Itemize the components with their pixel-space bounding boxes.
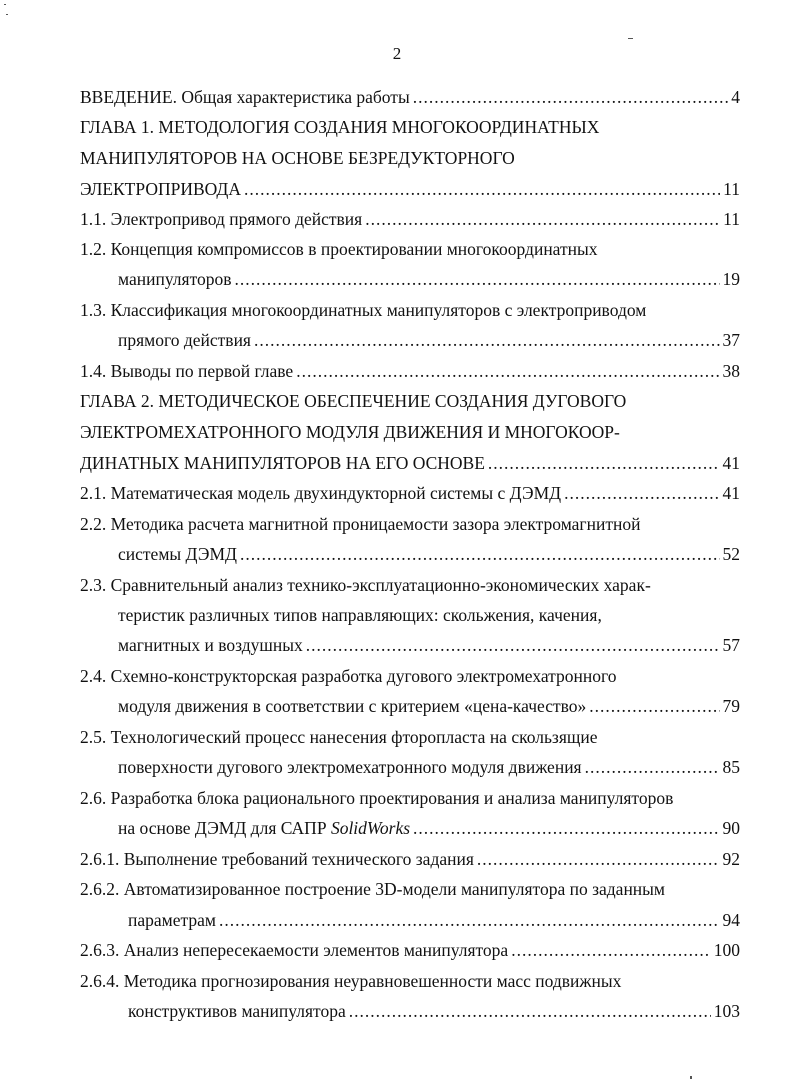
toc-entry-text: ВВЕДЕНИЕ. Общая характеристика работы [80, 87, 410, 107]
page-number: 2 [392, 44, 402, 63]
toc-page-number: 11 [723, 209, 740, 229]
toc-entry-text: прямого действия [118, 330, 251, 350]
toc-entry-text: поверхности дугового электромехатронного модуля движения [118, 757, 582, 777]
toc-page-number: 100 [713, 940, 740, 960]
toc-entry-text: 2.4. Схемно-конструкторская разработка дугового электромехатронного [80, 666, 617, 686]
toc-entry-text: теристик различных типов направляющих: скольжения, качения, [118, 605, 602, 625]
toc-entry-text: параметрам [128, 910, 216, 930]
toc-page-number: 41 [722, 453, 740, 473]
toc-leader [564, 482, 719, 504]
toc-line [80, 360, 740, 382]
toc-entry-text: 1.2. Концепция компромиссов в проектировании многокоординатных [80, 239, 598, 259]
toc-line [80, 513, 640, 535]
toc-leader [219, 909, 720, 931]
toc-line [118, 695, 740, 717]
toc-leader [511, 939, 711, 961]
toc-line [80, 178, 740, 200]
toc-line [118, 329, 740, 351]
toc-leader [477, 848, 720, 870]
toc-entry-text: 1.4. Выводы по первой главе [80, 361, 294, 381]
toc-line [118, 756, 740, 778]
toc-line [128, 909, 740, 931]
toc-entry-text: системы ДЭМД [118, 544, 237, 564]
toc-line [118, 543, 740, 565]
toc-entry-text: ЭЛЕКТРОМЕХАТРОННОГО МОДУЛЯ ДВИЖЕНИЯ И МНОГОКООР- [80, 422, 620, 442]
toc-entry-text: 2.6.2. Автоматизированное построение 3D-модели манипулятора по заданным [80, 879, 666, 899]
toc-leader [585, 756, 720, 778]
toc-leader [235, 268, 720, 290]
toc-leader [365, 208, 720, 230]
toc-line [80, 390, 626, 412]
toc-entry-text: 1.1. Электропривод прямого действия [80, 209, 363, 229]
toc-line [118, 634, 740, 656]
toc-page-number: 37 [722, 330, 740, 350]
toc-entry-text: ДИНАТНЫХ МАНИПУЛЯТОРОВ НА ЕГО ОСНОВЕ [80, 453, 485, 473]
toc-page-number: 94 [722, 910, 740, 930]
toc-page-number: 38 [722, 361, 740, 381]
toc-entry-text: конструктивов манипулятора [128, 1001, 346, 1021]
toc-leader [413, 86, 729, 108]
toc-leader [296, 360, 719, 382]
toc-entry-text: 2.2. Методика расчета магнитной проницаемости зазора электромагнитной [80, 514, 641, 534]
toc-page-number: 90 [722, 818, 740, 838]
toc-entry-text: 2.5. Технологический процесс нанесения фторопласта на скользящие [80, 727, 598, 747]
toc-line [80, 939, 740, 961]
toc-leader [254, 329, 720, 351]
toc-entry-text: манипуляторов [118, 269, 232, 289]
scan-speck [628, 38, 633, 39]
toc-entry-text: 2.6.4. Методика прогнозирования неуравновешенности масс подвижных [80, 971, 622, 991]
toc-line [80, 482, 740, 504]
toc-leader [488, 452, 720, 474]
toc-line [80, 726, 598, 748]
toc-entry-text: 2.3. Сравнительный анализ технико-эксплуатационно-экономических харак- [80, 575, 651, 595]
toc-line [118, 268, 740, 290]
toc-line [128, 1000, 740, 1022]
toc-entry-text: 2.1. Математическая модель двухиндукторной системы с ДЭМД [80, 483, 562, 503]
toc-line [80, 574, 651, 596]
toc-page-number: 79 [722, 696, 740, 716]
toc-leader [349, 1000, 711, 1022]
toc-entry-text: магнитных и воздушных [118, 635, 303, 655]
toc-page-number: 4 [731, 87, 740, 107]
toc-entry-text: 2.6.3. Анализ непересекаемости элементов манипулятора [80, 940, 509, 960]
toc-line [80, 208, 740, 230]
toc-line [80, 970, 621, 992]
toc-entry-text [118, 817, 410, 839]
toc-entry-text-italic: SolidWorks [330, 818, 411, 838]
toc-page-number: 41 [722, 483, 740, 503]
toc-line [80, 147, 515, 169]
toc-page-number: 103 [713, 1001, 740, 1021]
toc-page-number: 85 [722, 757, 740, 777]
toc-line [80, 452, 740, 474]
toc-line [80, 665, 616, 687]
toc-line [80, 878, 665, 900]
toc-line [80, 421, 620, 443]
toc-entry-text-main: на основе ДЭМД для САПР [118, 818, 327, 838]
toc-leader [244, 178, 720, 200]
toc-line [80, 116, 599, 138]
toc-entry-text: ЭЛЕКТРОПРИВОДА [80, 179, 241, 199]
toc-line [80, 299, 646, 321]
toc-entry-text: 1.3. Классификация многокоординатных манипуляторов с электроприводом [80, 300, 647, 320]
toc-line [118, 817, 740, 839]
toc-entry-text: 2.6.1. Выполнение требований технического задания [80, 849, 474, 869]
toc-entry-text: ГЛАВА 2. МЕТОДИЧЕСКОЕ ОБЕСПЕЧЕНИЕ СОЗДАНИЯ ДУГОВОГО [80, 391, 627, 411]
toc-line [118, 604, 602, 626]
toc-entry-text: ГЛАВА 1. МЕТОДОЛОГИЯ СОЗДАНИЯ МНОГОКООРДИНАТНЫХ [80, 117, 600, 137]
toc-leader [589, 695, 719, 717]
toc-line [80, 86, 740, 108]
toc-line [80, 238, 598, 260]
toc-line [80, 787, 673, 809]
toc-leader [413, 817, 719, 839]
toc-page-number: 19 [722, 269, 740, 289]
toc-leader [306, 634, 720, 656]
toc-entry-text: МАНИПУЛЯТОРОВ НА ОСНОВЕ БЕЗРЕДУКТОРНОГО [80, 148, 515, 168]
scan-speck [690, 1076, 692, 1079]
toc-entry-text: 2.6. Разработка блока рационального проектирования и анализа манипуляторов [80, 788, 674, 808]
toc-page-number: 92 [722, 849, 740, 869]
toc-entry-text: модуля движения в соответствии с критерием «цена-качество» [118, 696, 587, 716]
scan-speck [6, 14, 8, 15]
toc-leader [240, 543, 720, 565]
toc-line [80, 848, 740, 870]
scan-speck [4, 4, 6, 5]
toc-page-number: 52 [722, 544, 740, 564]
toc-page-number: 57 [722, 635, 740, 655]
toc-page-number: 11 [723, 179, 740, 199]
